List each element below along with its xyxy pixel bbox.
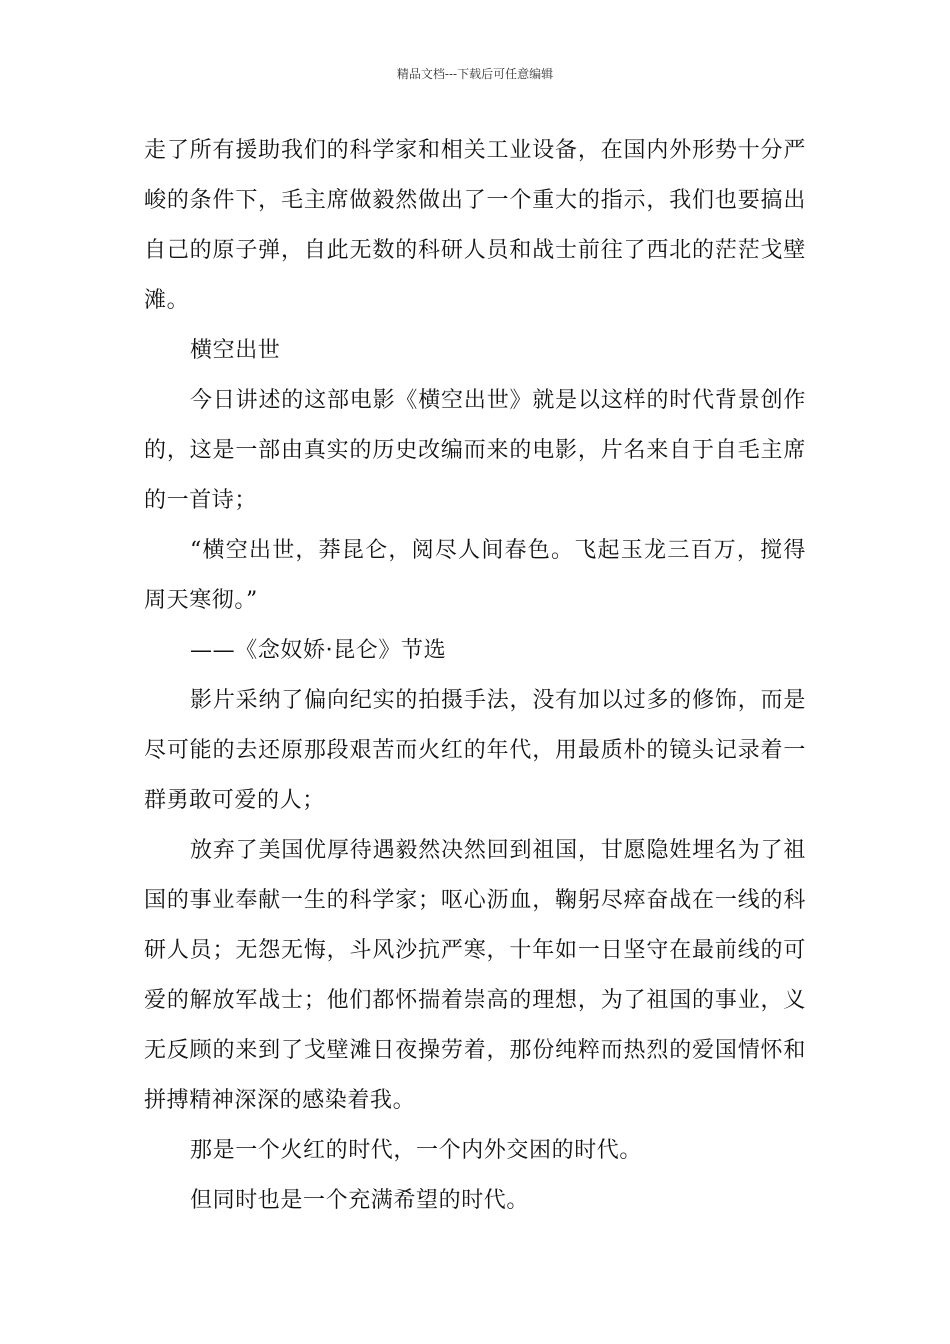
paragraph-continuation: 走了所有援助我们的科学家和相关工业设备，在国内外形势十分严峻的条件下，毛主席做毅然做出了一个重大的指示，我们也要搞出自己的原子弹，自此无数的科研人员和战士前往了西北的茫茫戈壁滩。	[144, 138, 806, 313]
paragraph-hope: 但同时也是一个充满希望的时代。	[190, 1188, 530, 1213]
document-body	[144, 126, 806, 1226]
paragraph-people: 放弃了美国优厚待遇毅然决然回到祖国，甘愿隐姓埋名为了祖国的事业奉献一生的科学家；呕心沥血，鞠躬尽瘁奋战在一线的科研人员；无怨无悔，斗风沙抗严寒，十年如一日坚守在最前线的可爱的解放军战士；他们都怀揣着崇高的理想，为了祖国的事业，义无反顾的来到了戈壁滩日夜操劳着，那份纯粹而热烈的爱国情怀和拼搏精神深深的感染着我。	[144, 838, 806, 1113]
poem-quote: “横空出世，莽昆仑，阅尽人间春色。飞起玉龙三百万，搅得周天寒彻。”	[144, 538, 806, 613]
section-heading: 横空出世	[190, 338, 281, 363]
paragraph-intro: 今日讲述的这部电影《横空出世》就是以这样的时代背景创作的，这是一部由真实的历史改编而来的电影，片名来自于自毛主席的一首诗；	[144, 388, 806, 513]
paragraph-filming: 影片采纳了偏向纪实的拍摄手法，没有加以过多的修饰，而是尽可能的去还原那段艰苦而火红的年代，用最质朴的镜头记录着一群勇敢可爱的人；	[144, 688, 806, 813]
page-header: 精品文档---下载后可任意编辑	[396, 67, 554, 81]
quote-source: ——《念奴娇·昆仑》节选	[190, 638, 447, 663]
paragraph-era: 那是一个火红的时代，一个内外交困的时代。	[190, 1138, 643, 1163]
